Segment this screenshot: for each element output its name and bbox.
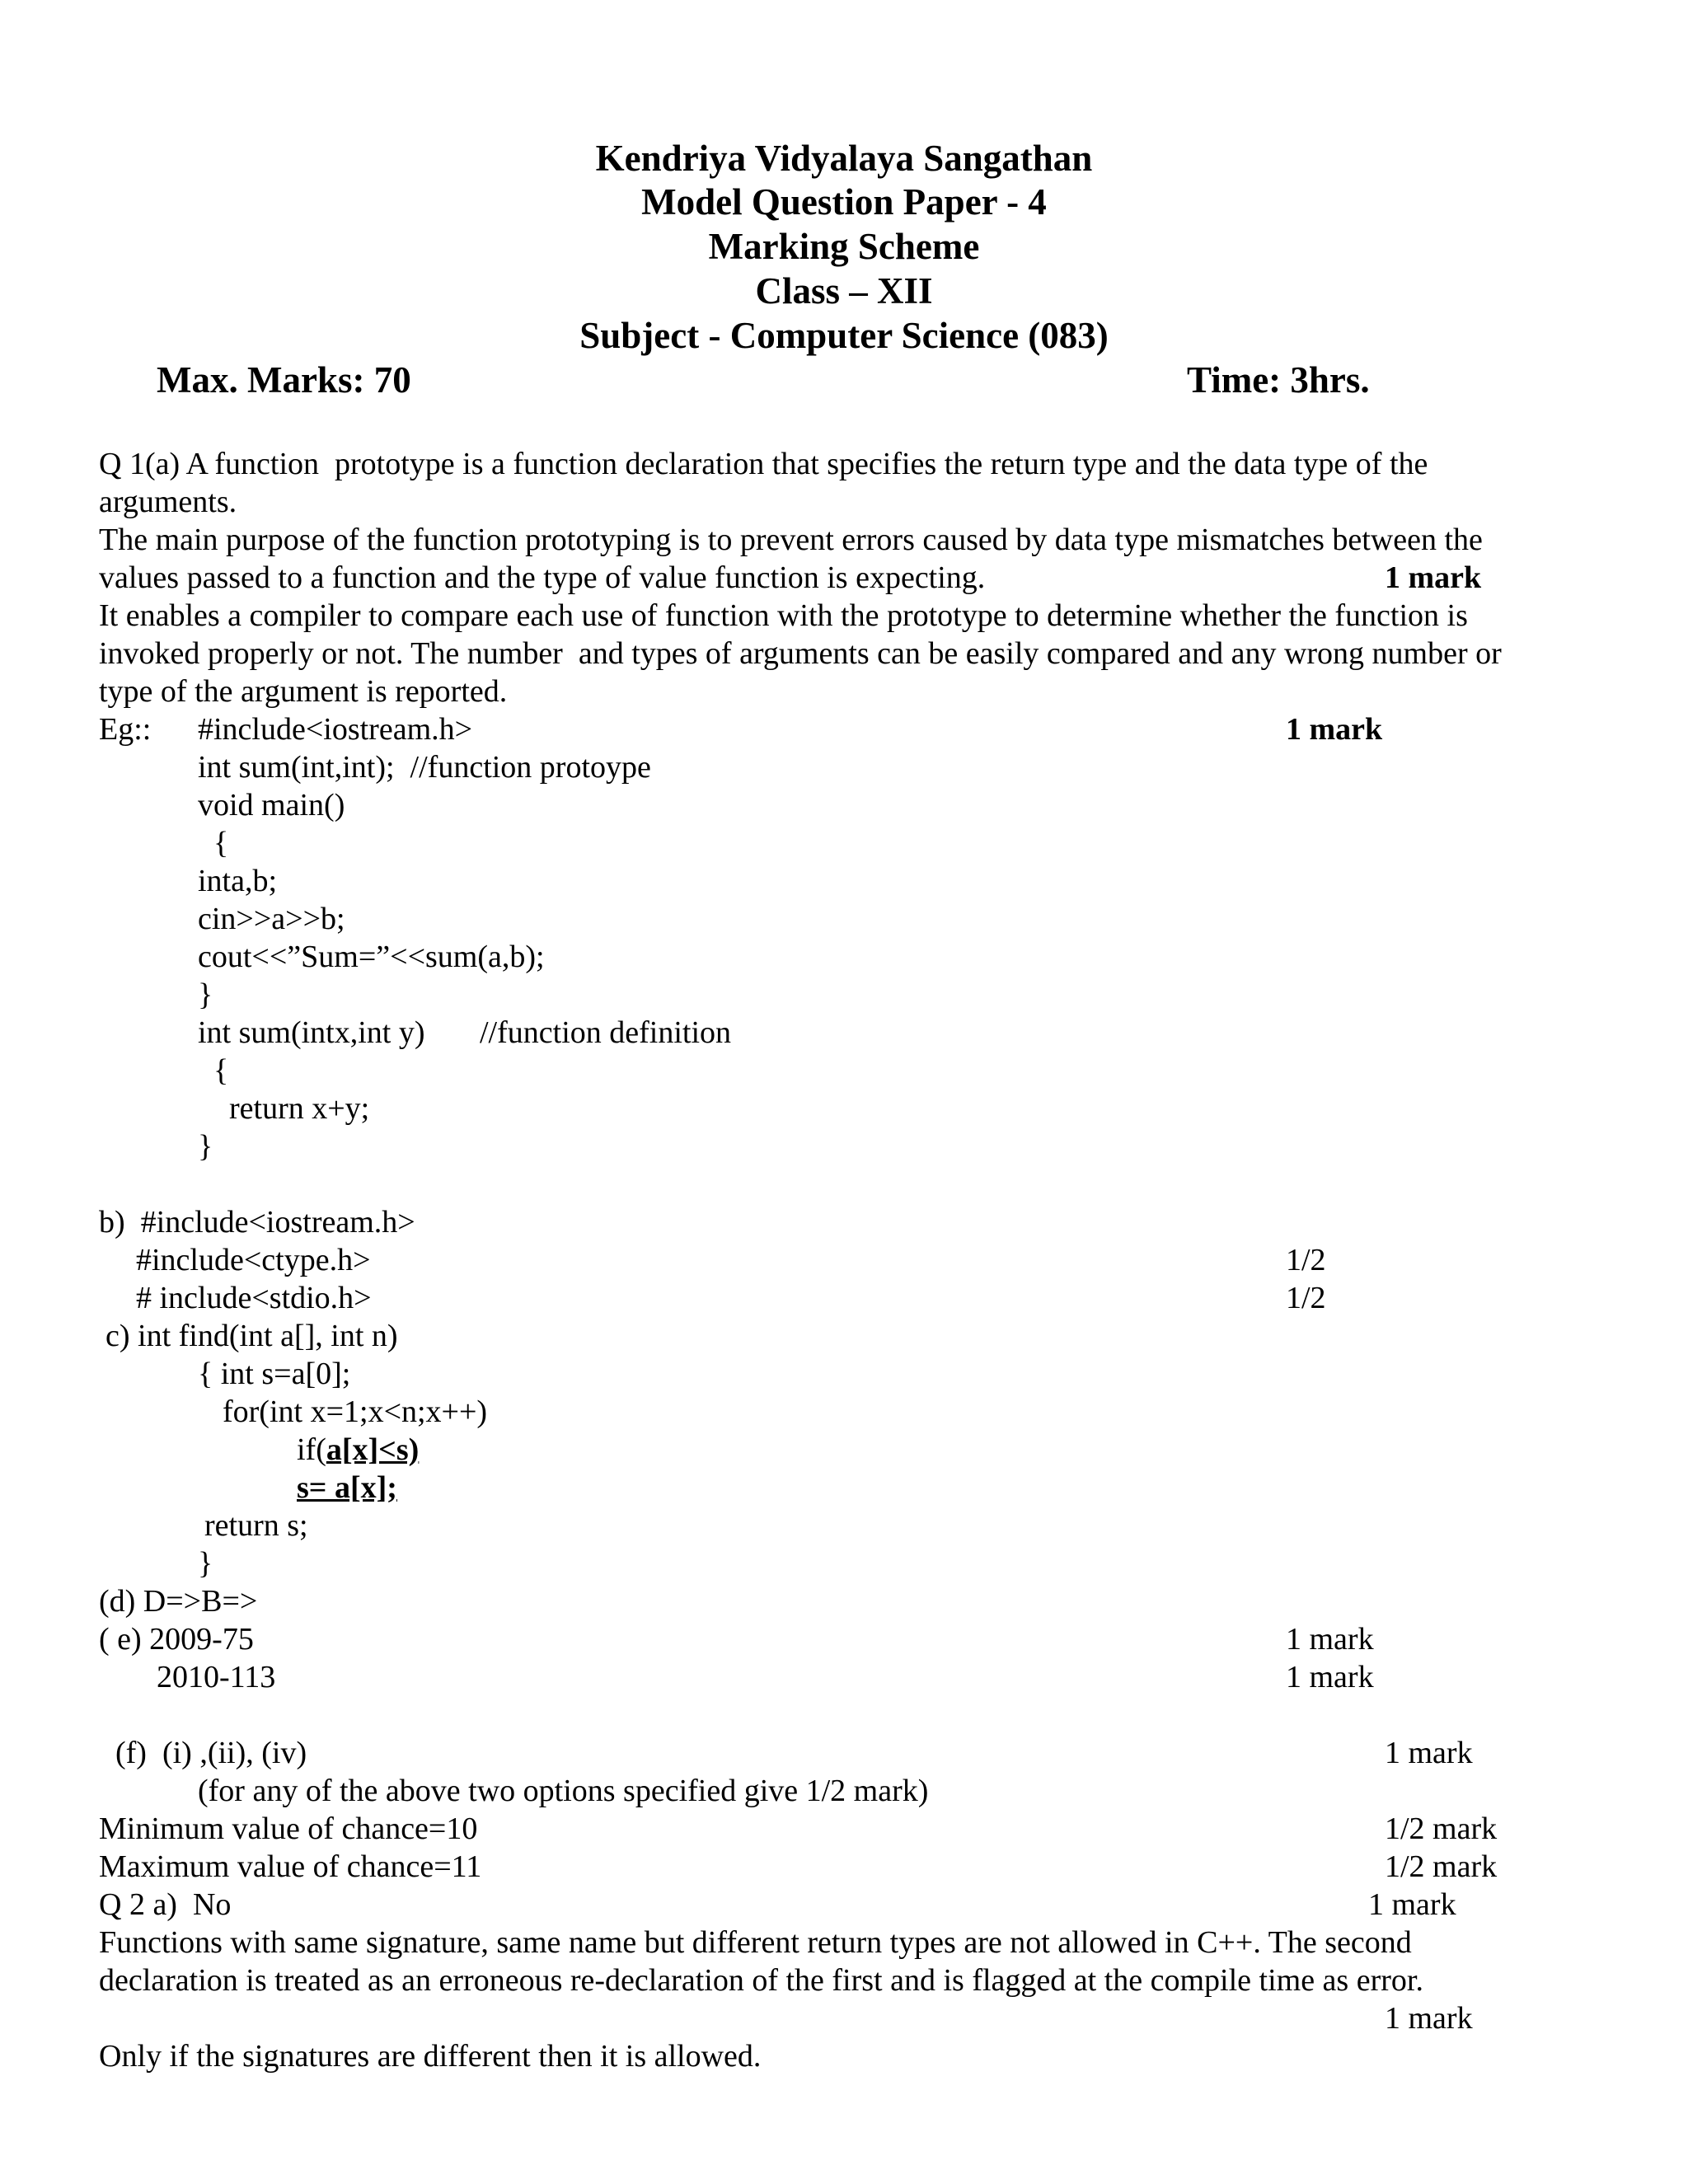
q2a-mark-1: 1 mark [1368,1887,1456,1922]
q2a-line-1: Q 2 a) No [99,1887,232,1922]
header-org: Kendriya Vidyalaya Sangathan [595,138,1093,179]
code-line: return x+y; [198,1091,370,1126]
q1f-line-3: Minimum value of chance=10 [99,1811,478,1846]
q1c-condition: a[x]<s) [326,1432,420,1467]
q1f-mark-3: 1/2 mark [1385,1849,1498,1884]
code-line: cin>>a>>b; [198,902,345,936]
q1a-mark-1: 1 mark [1385,560,1482,595]
code-line: int sum(intx,int y) //function definition [198,1015,732,1050]
q1c-line-3: for(int x=1;x<n;x++) [223,1394,488,1429]
q2a-mark-2: 1 mark [1385,2001,1473,2036]
q1a-line-7: type of the argument is reported. [99,674,508,709]
q1e-line-1: ( e) 2009-75 [99,1622,254,1657]
code-line: void main() [198,788,345,823]
q1b-line-1: b) #include<iostream.h> [99,1205,415,1240]
q1b-mark-1: 1/2 [1286,1243,1326,1277]
max-marks: Max. Marks: 70 [157,359,411,401]
q1a-line-4: values passed to a function and the type of value function is expecting. [99,560,986,595]
q1c-line-5: s= a[x]; [297,1470,397,1505]
q1c-line-1: c) int find(int a[], int n) [106,1319,398,1353]
example-label: Eg:: [99,712,152,747]
code-line: { [198,826,229,860]
q1e-mark-1: 1 mark [1286,1622,1374,1657]
header-paper: Model Question Paper - 4 [641,181,1047,223]
q1a-line-1: Q 1(a) A function prototype is a function declaration that specifies the return type and the data type of the [99,447,1428,481]
code-line: { [198,1053,229,1088]
q1f-line-1: (f) (i) ,(ii), (iv) [115,1736,307,1770]
q1a-line-3: The main purpose of the function prototyping is to prevent errors caused by data type mismatches between the [99,523,1483,557]
q1f-line-4: Maximum value of chance=11 [99,1849,482,1884]
code-line: } [198,1129,213,1164]
q1c-line-6: return s; [204,1508,308,1543]
q1c-line-4 [297,1431,419,1469]
code-line: int sum(int,int); //function protoype [198,750,651,785]
q1a-line-2: arguments. [99,485,237,519]
q1f-line-2: (for any of the above two options specified give 1/2 mark) [198,1774,929,1808]
q1b-line-2: #include<ctype.h> [136,1243,371,1277]
code-line: #include<iostream.h> [198,712,473,747]
code-line: cout<<”Sum=”<<sum(a,b); [198,940,545,974]
code-line: inta,b; [198,864,278,898]
q2a-line-4: Only if the signatures are different then it is allowed. [99,2039,762,2074]
code-line: } [198,977,213,1012]
q1a-line-5: It enables a compiler to compare each use of function with the prototype to determine whether the function is [99,598,1468,633]
q1e-mark-2: 1 mark [1286,1660,1374,1694]
header-class: Class – XII [755,270,933,312]
q1c-if-keyword: if( [297,1432,326,1467]
q1d-line: (d) D=>B=> [99,1584,258,1619]
q2a-line-3: declaration is treated as an erroneous re-declaration of the first and is flagged at the compile time as error. [99,1963,1423,1998]
q1f-mark-1: 1 mark [1385,1736,1473,1770]
q2a-line-2: Functions with same signature, same name but different return types are not allowed in C++. The second [99,1925,1412,1960]
header-scheme: Marking Scheme [708,226,980,267]
q1f-mark-2: 1/2 mark [1385,1811,1498,1846]
header-subject: Subject - Computer Science (083) [579,315,1109,356]
q1b-mark-2: 1/2 [1286,1281,1326,1315]
q1e-line-2: 2010-113 [157,1660,276,1694]
time-allowed: Time: 3hrs. [1187,359,1370,401]
q1b-line-3: # include<stdio.h> [136,1281,372,1315]
q1a-mark-2: 1 mark [1286,712,1383,747]
q1a-line-6: invoked properly or not. The number and types of arguments can be easily compared and any wrong number or [99,636,1502,671]
q1c-line-2: { int s=a[0]; [198,1357,351,1391]
q1c-line-7: } [198,1546,213,1581]
